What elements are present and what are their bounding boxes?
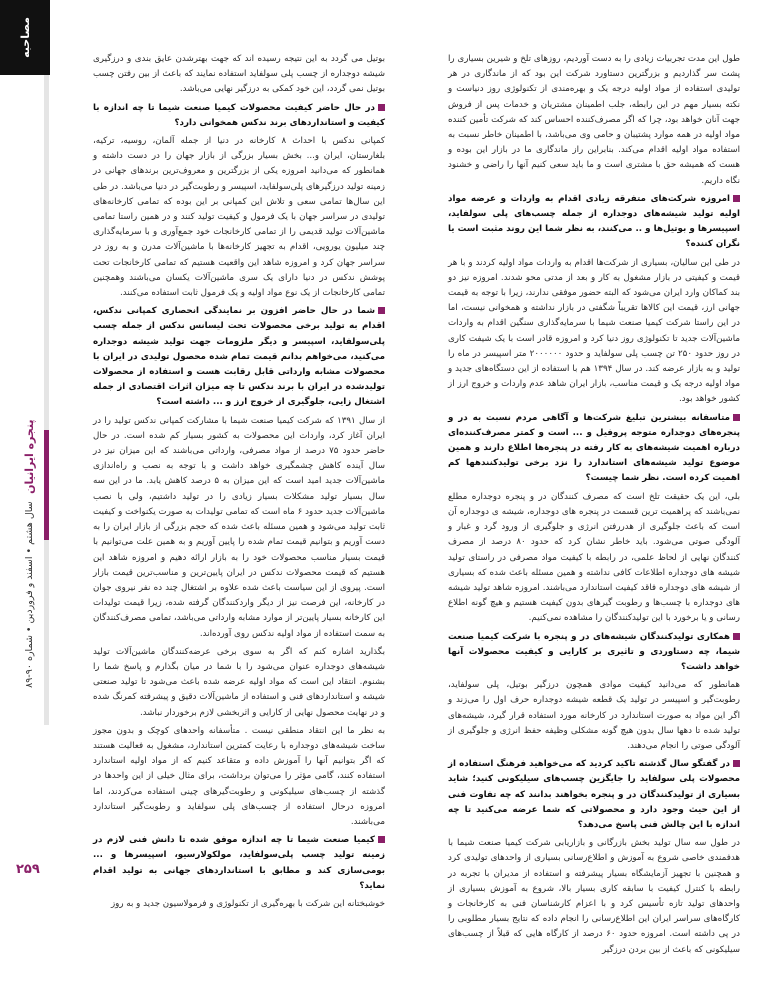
section-label: مصاحبه [18, 17, 32, 58]
interview-question [448, 630, 740, 676]
paragraph-text: در طی این سالیان، بسیاری از شرکت‌ها اقدام به واردات مواد اولیه کردند و با هر قیمت و کیفیتی در بازار مشغول به کار و بعد از مدتی محو شدند. امروزه نیز دو بند کماکان وارد ایران می‌شود که البته حضور موفقی ندارند، زیرا با توجه به قیمت جهانی ارز، قیمت این کالاها تقریباً شگفتی در بازار نداشته و همخوانی نیست، اما در این راستا شرکت کیمیا صنعت شیما با سرمایه‌گذاری سنگین اقدام به واردات ماشین‌آلات جدید تا تکنولوژی روز دنیا کرد و امروزه قادر است با یک شیفت کاری در روز حدود ۲۵۰ تن چسب پلی سولفاید و حدود ۲۰۰۰۰۰۰ متر اسپیسر در ماه را تولید و به بازار عرضه کند. در سال ۱۳۹۴ هم با استفاده از این دستگاه‌های جدید و مواد اولیه درجه یک و قیمت مناسب، بازار ایران شاهد عدم واردات و خروج ارز از کشور خواهد بود. [448, 257, 740, 405]
magazine-issue: سال هشتم • اسفند و فروردین • شماره ۹۰-۸۹ [23, 501, 35, 688]
interview-question [448, 192, 740, 253]
question-text: در حال حاضر کیفیت محصولات کیمیا صنعت شیما تا چه اندازه با کیفیت و استانداردهای برند ندکس همخوانی دارد؟ [93, 102, 385, 128]
sidebar-accent-stripe [44, 430, 49, 540]
interview-question [93, 101, 385, 131]
paragraph-text: خوشبختانه این شرکت با بهره‌گیری از تکنولوژی و فرمولاسیون جدید و به روز [110, 898, 385, 909]
interview-question [93, 833, 385, 894]
question-text: همکاری تولیدکنندگان شیشه‌های در و پنجره با شرکت کیمیا صنعت شیما، چه دستاوردی و تاثیری بر کارایی و کیفیت محصولات آنها خواهد داشت؟ [448, 631, 740, 672]
paragraph-text: بوتیل می گردد به این نتیجه رسیده اند که جهت بهترشدن عایق بندی و درزگیری شیشه دوجداره از چسب پلی سولفاید استفاده نمایند که باعث از بین رفتن چسب بوتیل نمی گردد، این خود کمکی به درزگیر نهایی می‌باشد. [93, 54, 385, 95]
question-text: شما در حال حاضر افزون بر نمایندگی انحصاری کمپانی ندکس، اقدام به تولید برخی محصولات تحت لیسانس ندکس از جمله چسب پلی‌سولفاید، اسپیسر و دیگر ملزومات جهت تولید شیشه دوجداره می‌کنید، می‌خواهم بدانم قیمت تمام شده محصول تولیدی در ایران با محصولات مشابه وارداتی قابل رقابت هست و استفاده از محصولات تولیدشده در ایران با برند ندکس تا چه میزان اثرات اقتصادی از جمله اشتغال زایی، جلوگیری از خروج ارز و ... داشته است؟ [93, 306, 385, 408]
paragraph-text: از سال ۱۳۹۱ که شرکت کیمیا صنعت شیما با مشارکت کمپانی ندکس تولید را در ایران آغاز کرد، واردات این محصولات به کشور بسیار کم شده است. در حال حاضر حدود ۷۵ درصد از مواد مصرفی، وارداتی می‌باشند که این میزان نیز در سال آینده کاهش چشمگیری خواهد داشت و با توجه به نصب و راه‌اندازی ماشین‌آلات جدید امید است که این میزان به ۵ درصد کاهش یابد. ما در این سه سال بسیار تولید مشکلات بسیار زیادی را در تولید داشتیم، ولی با نصب ماشین‌آلات جدید حدود ۶ ماه است که تمامی تولیدات به صورت یکنواخت و کیفیت ثابت تولید می‌شود و همین مسئله باعث شده که حجم بزرگی از بازار ایران را به دست آوریم و بتوانیم قیمت تمام شده را پایین آوریم و به همین علت می‌توانیم با قیمت بسیار مناسب محصولات خود را به بازار ارائه دهیم و امروزه شاهد این هستیم که قیمت محصولات ندکس در ایران پایین‌ترین و مناسب‌ترین قیمت بازار است. پیروی از این سیاست باعث شده علاوه بر اشتغال چند ده نفر نیروی جوان در کارخانه، این فرصت نیز از دیگر واردکنندگان گرفته شده، زیرا قیمت تولیدات این کارخانه بسیار پایین‌تر از موارد مشابه وارداتی می‌باشد، تمامی مصرف‌کنندگان به سمت استفاده از مواد اولیه ندکس روی آورده‌اند. [93, 415, 386, 639]
question-marker-icon [733, 195, 740, 202]
answer-paragraph [448, 256, 740, 408]
article-column-left [93, 52, 385, 915]
answer-paragraph [93, 52, 385, 98]
interview-question [93, 304, 385, 410]
paragraph-text: کمپانی ندکس با احداث ۸ کارخانه در دنیا از جمله آلمان، روسیه، ترکیه، بلغارستان، ایران و... بخش بسیار بزرگی از بازار جهان را در دست داشته و همانطور که می‌دانید امروزه یکی از بزرگترین و معروف‌ترین برندهای جهانی در زمینه تولید درزگیرهای پلی‌سولفاید، اسپیسر و رطوبت‌گیر در دنیا می‌باشد. در طی این سال‌ها تمامی سعی و تلاش این کمپانی بر این بوده که تمامی کارخانه‌های تولیدی در سراسر جهان با یک فرمول و کیفیت تولید کنند و در همین راستا تمامی ماشین‌آلات تولید قدیمی را از تمامی کارخانجات خود جمع‌آوری و با سرمایه‌گذاری چند میلیون یورویی، اقدام به تجهیز کارخانه‌ها با ماشین‌آلات مدرن و به روز در سراسر جهان کرد و امروزه شاهد این واقعیت هستیم که تمامی کارخانجات تحت پوشش ندکس در دنیا دارای یک سری ماشین‌آلات یکسان می‌باشند وهمچنین تمامی کارخانجات از یک نوع مواد اولیه و یک فرمول ثابت استفاده می‌کنند. [93, 136, 385, 299]
sidebar-stripe [44, 75, 49, 725]
answer-paragraph [93, 724, 385, 830]
answer-paragraph [448, 490, 740, 627]
question-marker-icon [378, 836, 385, 843]
answer-paragraph [448, 678, 740, 754]
paragraph-text: در طول سه سال تولید بخش بازرگانی و بازاریابی شرکت کیمیا صنعت شیما با هدفمندی خاصی شروع به آموزش و اطلاع‌رسانی بسیاری از واحدهای تولیدی کرد و همچنین با تجهیز آزمایشگاه بسیار پیشرفته و استفاده از مدیران با تجربه در رابطه با کنترل کیفیت با سابقه کاری بسیار بالا، شروع به آموزش بسیاری از واحدهای تولید تازه تأسیس کرد و با اعزام کارشناسان فنی به کارخانجات و کارگاه‌های سراسر ایران این اطلاع‌رسانی را انجام داده که نتایج بسیار مطلوبی را در پی داشته است. امروزه حدود ۶۰ درصد از کارگاه هایی که قبلاً از چسب‌های سیلیکونی که باعث از بین بردن درزگیر [448, 838, 740, 955]
question-text: متاسفانه بیشترین تبلیغ شرکت‌ها و آگاهی مردم نسبت به در و پنجره‌های دوجداره متوجه پروفیل و ... است و کمتر مصرف‌کننده‌ای درباره اهمیت شیشه‌های به کار رفته در پنجره‌ها اطلاع دارند و همین موضوع تولید شیشه‌های استاندارد را نزد برخی تولیدکنندهها کم اهمیت کرده است. نظر شما چیست؟ [448, 412, 740, 484]
magazine-info [14, 420, 44, 740]
question-marker-icon [733, 760, 740, 767]
magazine-name: پنجره ایرانیان [22, 420, 36, 495]
paragraph-text: بلی، این یک حقیقت تلخ است که مصرف کنندگان در و پنجره دوجداره مطلع نمی‌باشند که پراهمیت ترین قسمت در پنجره های دوجداره، شیشه ی دوجداره آن است که باعث جلوگیری از هدررفتن انرژی و جلوگیری از ورود گرد و غبار و آلودگی صوتی می‌شود. باید خاطر نشان کرد که حدود ۸۰ درصد از مصرف کنندگان نهایی از لحاظ علمی، در رابطه با کیفیت مواد مصرفی در راستای تولید شیشه های دوجداره اطلاعات کافی نداشته و همین مسئله باعث شده که بسیاری از شیشه های دوجداره فاقد کیفیت استاندارد می‌باشند. امروزه شاهد تولید شیشه های دوجداره با چسب‌ها و رطوبت گیرهای بدون کیفیت هستیم و هیچ گونه اطلاع رسانی و یا برخورد با این تولیدکنندگان را مشاهده نمی‌کنیم. [448, 491, 740, 624]
answer-paragraph [448, 52, 740, 189]
interview-question [448, 757, 740, 833]
page-number: ۲۵۹ [16, 862, 40, 877]
paragraph-text: بگذارید اشاره کنم که اگر به سوی برخی عرضه‌کنندگان ماشین‌آلات تولید شیشه‌های دوجداره عنوان می‌شود را با شما در میان بگذارم و پاسخ شما را بشنوم. انتقاد این است که مواد اولیه عرضه شده باعث می‌شود تا تولید صنعتی شیشه و استانداردهای فنی و استفاده از ماشین‌آلات دقیق و پیشرفته کمرنگ شده و در نهایت محصول نهایی از کارایی و اثربخشی لازم برخوردار نباشد. [93, 646, 385, 718]
answer-paragraph [93, 897, 385, 912]
answer-paragraph [93, 414, 385, 642]
question-text: در گفتگو سال گذشته تاکید کردید که می‌خواهید فرهنگ استفاده از محصولات پلی سولفاید را جایگزین چسب‌های سیلیکونی کنید؛ شاید بسیاری از تولیدکنندگان در و پنجره بخواهند بدانند که چه تفاوت فنی از این حیث وجود دارد و محصولاتی که شما عرضه می‌کنید تا چه اندازه با این چالش فنی پاسخ می‌دهد؟ [448, 759, 740, 830]
answer-paragraph [93, 134, 385, 301]
article-column-right [448, 52, 740, 961]
paragraph-text: طول این مدت تجربیات زیادی را به دست آوردیم، روزهای تلخ و شیرین بسیاری را پشت سر گذاردیم و بزرگترین دستاورد شرکت این بود که از ماندگاری در هر تولیدی استفاده از مواد اولیه درجه یک و بهره‌مندی از تکنولوژی روز دنیاست و نکته بسیار مهم در این رابطه، جلب اطمینان مشتریان و خدمات پس از فروش جهت آنان خواهد بود، چرا که اگر مصرف‌کننده احساس کند که شرکت تأمین کننده مواد اولیه در همه موارد پشتیبان و حامی وی می‌باشد، با اطمینان خاطر نسبت به استفاده مواد اولیه اقدام می‌کند. بنابراین راز ماندگاری ما در بازار این بوده و هست که همیشه حق با مشتری است و ما باید سعی کنیم آنها را راضی و خشنود نگاه داریم. [448, 54, 740, 186]
question-marker-icon [378, 104, 385, 111]
paragraph-text: به نظر ما این انتقاد منطقی نیست . متأسفانه واحدهای کوچک و بدون مجوز ساخت شیشه‌های دوجداره با رعایت کمترین استاندارد، مشغول به فعالیت هستند که اگر بتوانیم آنها را آموزش داده و متقاعد کنیم که از مواد اولیه استاندارد استفاده کنند، گامی مؤثر را می‌توان برداشت، برای مثال خیلی از این واحدها در گذشته از چسب‌های سیلیکونی و رطوبت‌گیرهای چینی استفاده می‌کردند، اما امروزه درحال استفاده از چسب‌های پلی سولفاید و رطوبت‌گیر استاندارد می‌باشند. [93, 725, 385, 827]
question-marker-icon [733, 414, 740, 421]
question-text: امروزه شرکت‌های متفرقه زیادی اقدام به واردات و عرضه مواد اولیه تولید شیشه‌های دوجداره از جمله چسب‌های پلی سولفاید، اسپیسرها و بوتیل‌ها و .. می‌کنند، به نظر شما این روند مثبت است یا نگران کننده؟ [448, 193, 740, 250]
sidebar [0, 0, 50, 990]
question-text: کیمیا صنعت شیما تا چه اندازه موفق شده تا دانش فنی لازم در زمینه تولید چسب پلی‌سولفاید، مولکولارسیو، اسپیسرها و ... بومی‌سازی کند و مطابق با استانداردهای جهانی به تولید اقدام نماید؟ [93, 835, 385, 891]
answer-paragraph [93, 645, 385, 721]
answer-paragraph [448, 836, 740, 958]
paragraph-text: همانطور که می‌دانید کیفیت موادی همچون درزگیر بوتیل، پلی سولفاید، رطوبت‌گیر و اسپیسر در تولید یک قطعه شیشه دوجداره حرف اول را می‌زند و اگر این مواد به صورت استاندارد در کارخانه مورد استفاده قرار گیرد، شیشه‌های تولید شده تا دهها سال بدون هیچ گونه مشکلی وظیفه حفظ انرژی و جلوگیری از آلودگی صوتی را انجام می‌دهند. [448, 680, 740, 751]
interview-question [448, 411, 740, 487]
question-marker-icon [378, 307, 385, 314]
question-marker-icon [733, 633, 740, 640]
